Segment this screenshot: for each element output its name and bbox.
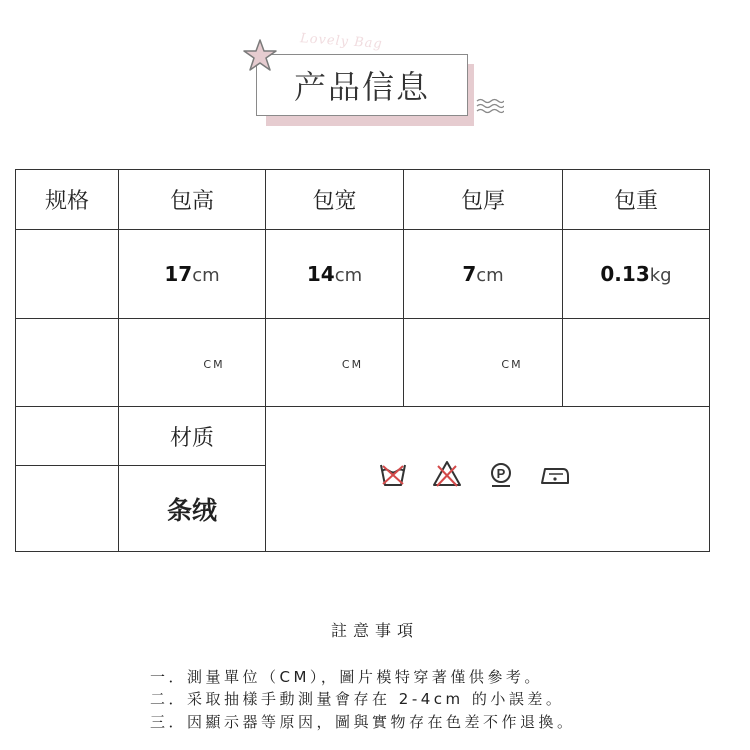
width-value (266, 230, 404, 319)
low-iron-icon (539, 458, 571, 490)
svg-text:P: P (496, 466, 505, 481)
empty-cell (16, 319, 119, 407)
cm-unit-label: CM (501, 358, 523, 371)
value-number: 0.13 (600, 262, 650, 286)
note-item: 二．采取抽樣手動測量會存在 2-4cm 的小誤差。 (150, 690, 565, 708)
value-unit: cm (476, 265, 504, 286)
table-row (16, 230, 710, 319)
star-icon (242, 38, 278, 72)
note-item: 一．測量單位（CM），圖片模特穿著僅供參考。 (150, 668, 543, 686)
header-cell-spec: 规格 (16, 170, 119, 230)
weight-value (563, 230, 710, 319)
thickness-value (404, 230, 563, 319)
header-cell-height: 包高 (119, 170, 266, 230)
header-cell-width: 包宽 (266, 170, 404, 230)
notes-title: 註意事項 (330, 621, 419, 640)
decorative-script-text: Lovely Bag (299, 31, 384, 52)
empty-cell (16, 230, 119, 319)
header-cell-thickness: 包厚 (404, 170, 563, 230)
empty-cell (16, 466, 119, 552)
cm-unit-label: CM (203, 358, 225, 371)
title-badge (0, 0, 750, 140)
value-number: 14 (306, 262, 335, 286)
table-header-row (16, 170, 710, 230)
waves-icon (476, 98, 504, 114)
material-label: 材质 (119, 407, 266, 466)
cm-cell (119, 319, 266, 407)
value-number: 17 (164, 262, 193, 286)
no-machine-wash-icon (377, 458, 409, 490)
header-cell-weight: 包重 (563, 170, 710, 230)
spec-table (15, 169, 710, 552)
cm-unit-label: CM (341, 358, 364, 371)
care-icons (238, 458, 709, 490)
material-value: 条绒 (119, 466, 266, 552)
cm-cell (404, 319, 563, 407)
value-unit: cm (192, 265, 220, 286)
value-number: 7 (462, 262, 477, 286)
empty-cell (563, 319, 710, 407)
care-icons-cell (266, 407, 710, 552)
value-unit: cm (334, 265, 363, 286)
cm-cell (266, 319, 404, 407)
page-title: 产品信息 (293, 68, 430, 106)
dry-clean-p-icon (485, 458, 517, 490)
empty-cell (16, 407, 119, 466)
note-item: 三．因顯示器等原因，圖與實物存在色差不作退換。 (150, 713, 576, 731)
value-unit: kg (649, 265, 672, 286)
table-row (16, 319, 710, 407)
height-value (119, 230, 266, 319)
no-bleach-icon (431, 458, 463, 490)
table-row (16, 407, 710, 466)
